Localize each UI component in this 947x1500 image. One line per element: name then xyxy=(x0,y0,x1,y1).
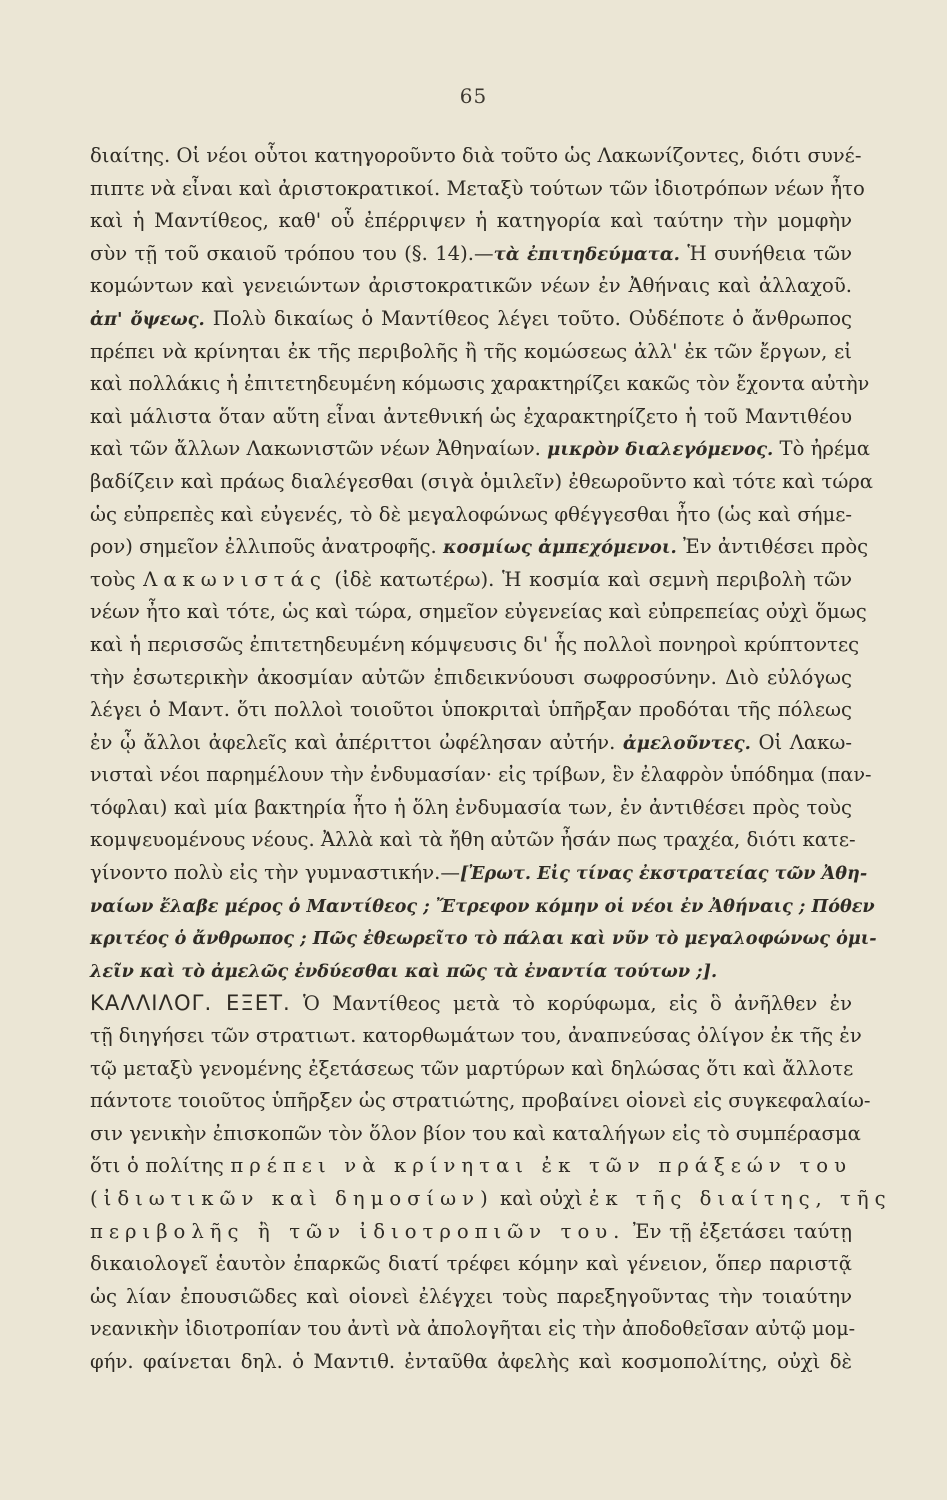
lemma: μικρὸν διαλεγόμενος. xyxy=(540,439,774,461)
lemma: ἀπ' ὄψεως. xyxy=(90,308,205,330)
questions-text: κριτέος ὁ ἄνθρωπος ; Πῶς ἐθεωρεῖτο τὸ πάλαι καὶ νῦν τὸ μεγαλοφώνως ὁμι- xyxy=(90,928,877,950)
text-line: τῷ μεταξὺ γενομένης ἐξετάσεως τῶν μαρτύρων καὶ δηλώσας ὅτι καὶ ἄλλοτε xyxy=(90,1056,854,1080)
text-line: νισταὶ νέοι παρημέλουν τὴν ἐνδυμασίαν· εἰς τρίβων, ἓν ἐλαφρὸν ὑπόδημα (παν- xyxy=(90,763,872,787)
spaced-text: πρέπει νὰ κρίνηται ἐκ τῶν πράξεών του xyxy=(230,1154,852,1178)
text-line: σιν γενικὴν ἐπισκοπῶν τὸν ὅλον βίον του καὶ καταλήγων εἰς τὸ συμπέρασμα xyxy=(90,1121,861,1145)
text-line: βαδίζειν καὶ πράως διαλέγεσθαι (σιγὰ ὁμιλεῖν) ἐθεωροῦντο καὶ τότε καὶ τώρα xyxy=(90,469,874,493)
text-line: νέων ἦτο καὶ τότε, ὡς καὶ τώρα, σημεῖον εὐγενείας καὶ εὐπρεπείας οὐχὶ ὅμως xyxy=(90,600,867,624)
text-line: (ἰδιωτικῶν καὶ δημοσίων) καὶ οὐχὶ ἐκ τῆς διαίτης, τῆς xyxy=(90,1187,892,1210)
text-line: καὶ τῶν ἄλλων Λακωνιστῶν νέων Ἀθηναίων. μικρὸν διαλεγόμενος. Τὸ ἠρέμα xyxy=(90,437,871,461)
text-line: κομψευομένους νέους. Ἀλλὰ καὶ τὰ ἤθη αὐτῶν ἦσάν πως τραχέα, διότι κατε- xyxy=(90,828,856,852)
spaced-text: ἐκ τῆς διαίτης, τῆς xyxy=(588,1187,892,1210)
text-line: ρον) σημεῖον ἐλλιποῦς ἀνατροφῆς. κοσμίως ἀμπεχόμενοι. Ἐν ἀντιθέσει πρὸς xyxy=(90,535,869,559)
page-number: 65 xyxy=(459,84,488,108)
text-line: καὶ πολλάκις ἡ ἐπιτετηδευμένη κόμωσις χαρακτηρίζει κακῶς τὸν ἔχοντα αὐτὴν xyxy=(90,372,870,396)
text-line xyxy=(90,890,875,923)
text-line: πάντοτε τοιοῦτος ὑπῆρξεν ὡς στρατιώτης, προβαίνει οἱονεὶ εἰς συγκεφαλαίω- xyxy=(90,1089,871,1113)
text-line: καὶ ἡ Μαντίθεος, καθ' οὗ ἐπέρριψεν ἡ κατηγορία καὶ ταύτην τὴν μομφὴν xyxy=(90,209,852,233)
text-line: κομώντων καὶ γενειώντων ἀριστοκρατικῶν νέων ἐν Ἀθήναις καὶ ἀλλαχοῦ. xyxy=(90,274,852,298)
text-line: γίνοντο πολὺ εἰς τὴν γυμναστικήν.—[Ἐρωτ. Εἰς τίνας ἐκστρατείας τῶν Ἀθη- xyxy=(90,861,868,885)
spaced-text: Λακωνιστάς xyxy=(143,567,327,591)
questions-text: [Ἐρωτ. Εἰς τίνας ἐκστρατείας τῶν Ἀθη- xyxy=(459,863,868,885)
text-line: ἐν ᾧ ἄλλοι ἀφελεῖς καὶ ἀπέριττοι ὠφέλησαν αὐτήν. ἀμελοῦντες. Οἱ Λακω- xyxy=(90,730,852,754)
lemma: κοσμίως ἀμπεχόμενοι. xyxy=(436,537,677,559)
text-line xyxy=(90,955,852,988)
text-line: καὶ μάλιστα ὅταν αὕτη εἶναι ἀντεθνική ὡς ἐχαρακτηρίζετο ἡ τοῦ Μαντιθέου xyxy=(90,404,852,428)
text-line: φήν. φαίνεται δηλ. ὁ Μαντιθ. ἐνταῦθα ἀφελὴς καὶ κοσμοπολίτης, οὐχὶ δὲ xyxy=(90,1349,852,1373)
spaced-text: περιβολῆς ἢ τῶν ἰδιοτροπιῶν του. xyxy=(90,1219,626,1243)
text-line: ὅτι ὁ πολίτης πρέπει νὰ κρίνηται ἐκ τῶν πράξεών του xyxy=(90,1154,852,1178)
text-line: ἀπ' ὄψεως. Πολὺ δικαίως ὁ Μαντίθεος λέγει τοῦτο. Οὐδέποτε ὁ ἄνθρωπος xyxy=(90,306,852,330)
text-line: δικαιολογεῖ ἑαυτὸν ἐπαρκῶς διατί τρέφει κόμην καὶ γένειον, ὅπερ παριστᾷ xyxy=(90,1252,852,1276)
text-line: καὶ ἡ περισσῶς ἐπιτετηδευμένη κόμψευσις δι' ἧς πολλοὶ πονηροὶ κρύπτοντες xyxy=(90,632,860,656)
text-line: τῇ διηγήσει τῶν στρατιωτ. κατορθωμάτων του, ἀναπνεύσας ὀλίγον ἐκ τῆς ἐν xyxy=(90,1024,862,1048)
text-line xyxy=(90,922,877,955)
text-line: ὡς λίαν ἐπουσιῶδες καὶ οἱονεὶ ἐλέγχει τοὺς παρεξηγοῦντας τὴν τοιαύτην xyxy=(90,1284,852,1308)
text-line: πρέπει νὰ κρίνηται ἐκ τῆς περιβολῆς ἢ τῆς κομώσεως ἀλλ' ἐκ τῶν ἔργων, εἰ xyxy=(90,339,852,363)
text-line: λέγει ὁ Μαντ. ὅτι πολλοὶ τοιοῦτοι ὑποκριταὶ ὑπῆρξαν προδόται τῆς πόλεως xyxy=(90,698,852,722)
spaced-text: (ἰδιωτικῶν καὶ δημοσίων) xyxy=(90,1187,494,1210)
text-line: τοὺς Λακωνιστάς (ἰδὲ κατωτέρω). Ἡ κοσμία καὶ σεμνὴ περιβολὴ τῶν xyxy=(90,567,853,591)
text-line: τόφλαι) καὶ μία βακτηρία ἦτο ἡ ὅλη ἐνδυμασία των, ἐν ἀντιθέσει πρὸς τοὺς xyxy=(90,795,852,819)
text-line: νεανικὴν ἰδιοτροπίαν του ἀντὶ νὰ ἀπολογῆται εἰς τὴν ἀποδοθεῖσαν αὐτῷ μομ- xyxy=(90,1317,856,1341)
text-line: περιβολῆς ἢ τῶν ἰδιοτροπιῶν του. Ἐν τῇ ἐξετάσει ταύτῃ xyxy=(90,1219,852,1243)
text-line: διαίτης. Οἱ νέοι οὗτοι κατηγοροῦντο διὰ τοῦτο ὡς Λακωνίζοντες, διότι συνέ- xyxy=(90,144,862,167)
text-line: ὡς εὐπρεπὲς καὶ εὐγενές, τὸ δὲ μεγαλοφώνως φθέγγεσθαι ἦτο (ὡς καὶ σήμε- xyxy=(90,502,852,526)
section-heading: ΚΑΛΛΙΛΟΓ. ΕΞΕΤ. xyxy=(90,990,291,1016)
questions-text: ναίων ἔλαβε μέρος ὁ Μαντίθεος ; Ἔτρεφον κόμην οἱ νέοι ἐν Ἀθήναις ; Πόθεν xyxy=(90,895,875,917)
text-line: σὺν τῇ τοῦ σκαιοῦ τρόπου του (§. 14).—τὰ ἐπιτηδεύματα. Ἡ συνήθεια τῶν xyxy=(90,241,852,265)
commentary-text xyxy=(90,140,892,1379)
lemma: τὰ ἐπιτηδεύματα. xyxy=(493,243,680,265)
text-line: ΚΑΛΛΙΛΟΓ. ΕΞΕΤ. Ὁ Μαντίθεος μετὰ τὸ κορύφωμα, εἰς ὃ ἀνῆλθεν ἐν xyxy=(90,990,852,1016)
text-line: πιπτε νὰ εἶναι καὶ ἀριστοκρατικοί. Μεταξὺ τούτων τῶν ἰδιοτρόπων νέων ἦτο xyxy=(90,176,865,200)
lemma: ἀμελοῦντες. xyxy=(615,732,751,754)
text-line: τὴν ἐσωτερικὴν ἀκοσμίαν αὐτῶν ἐπιδεικνύουσι σωφροσύνην. Διὸ εὐλόγως xyxy=(90,665,852,689)
questions-text: λεῖν καὶ τὸ ἀμελῶς ἐνδύεσθαι καὶ πῶς τὰ ἐναντία τούτων ;]. xyxy=(90,960,718,982)
